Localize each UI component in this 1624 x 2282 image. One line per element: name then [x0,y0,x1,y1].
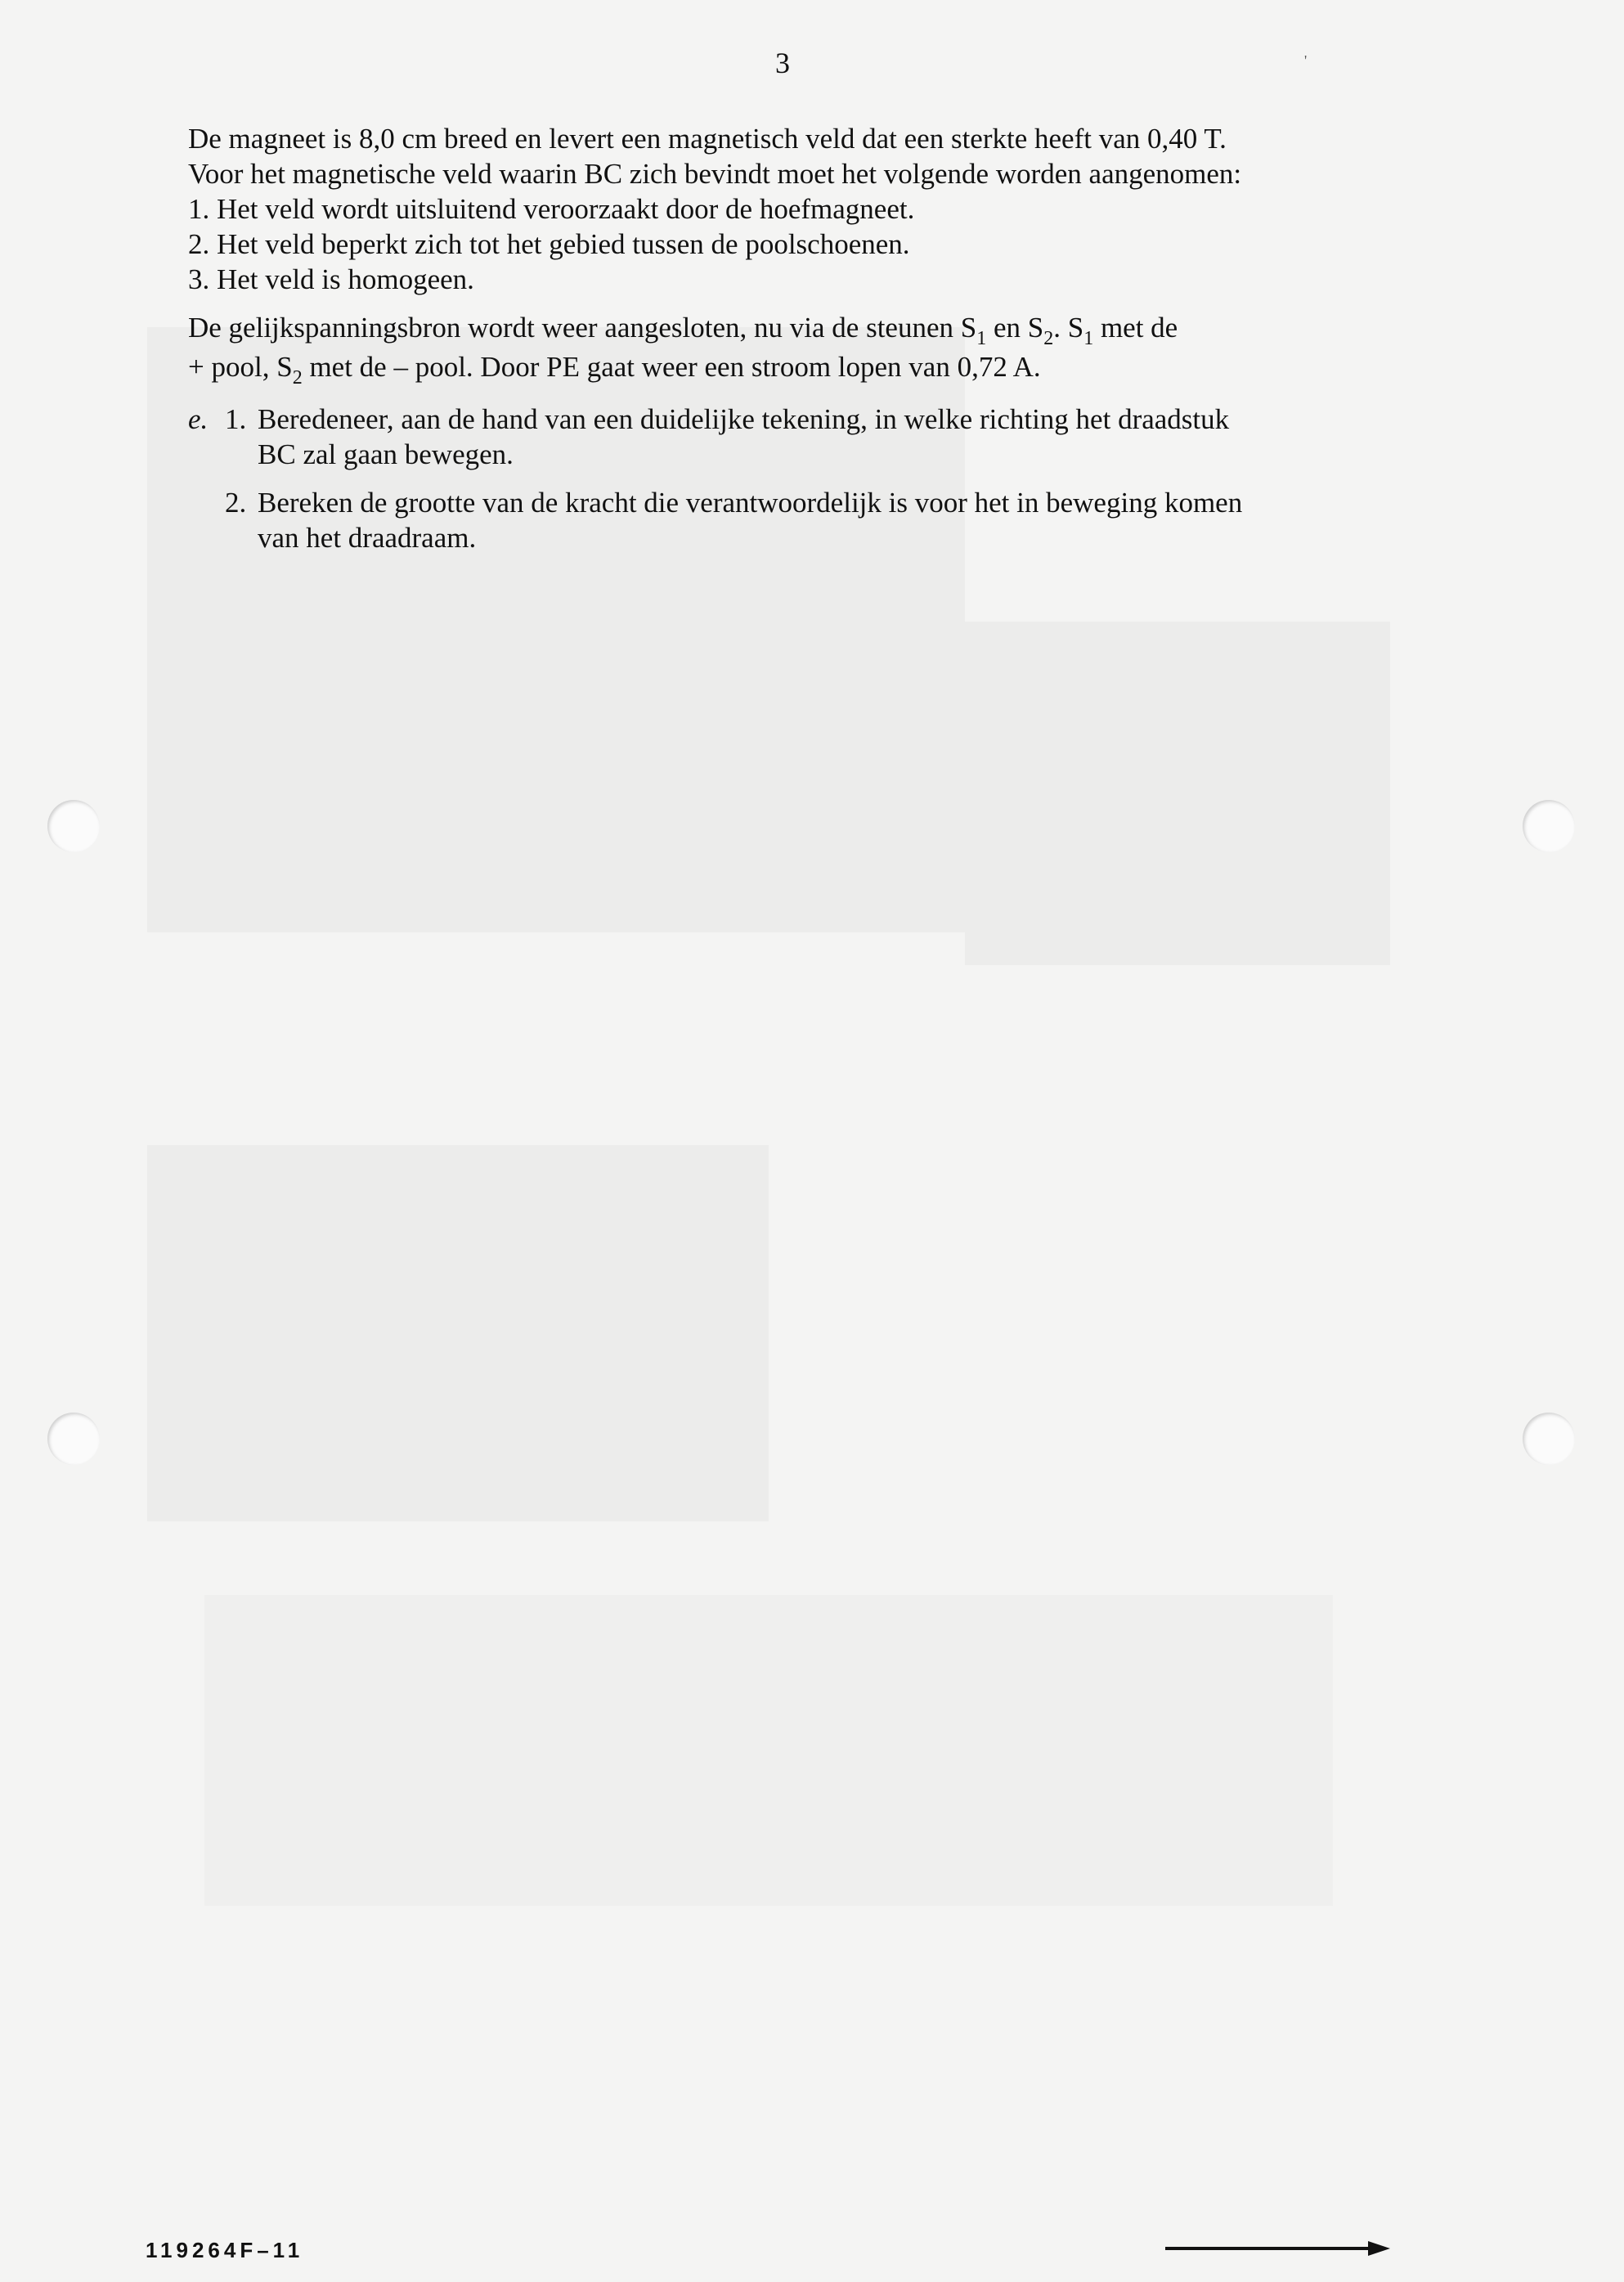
spacer [188,297,1398,310]
question-number: 2. [225,487,247,519]
subscript: 1 [1083,328,1094,349]
text-span: met de [1093,312,1178,344]
connection-line-2 [188,349,1398,389]
question-e-1-line-1 [188,402,1398,437]
subscript: 2 [1043,328,1054,349]
indent [188,520,225,555]
question-e-2-line-2 [188,520,1398,555]
bleed-through-panel [965,622,1390,965]
spacer [188,389,1398,402]
question-label: e. [188,403,209,435]
question-text: van het draadraam. [258,522,477,554]
question-number: 1. [225,403,247,435]
main-text [188,121,1398,555]
question-text: BC zal gaan bewegen. [258,438,514,470]
indent [225,437,258,472]
indent [188,437,225,472]
question-text: Bereken de grootte van de kracht die verantwoordelijk is voor het in beweging komen [258,487,1243,519]
bleed-through-diagram [147,1145,769,1521]
text-span: en S [986,312,1044,344]
assumption-2: 2. Het veld beperkt zich tot het gebied tussen de poolschoenen. [188,228,910,260]
text-span: met de – pool. Door PE gaat weer een stroom lopen van 0,72 A. [302,351,1041,383]
text-span: De gelijkspanningsbron wordt weer aangesloten, nu via de steunen S [188,312,977,344]
spacer [188,472,1398,485]
bleed-through-block [204,1595,1333,1906]
assumption-3: 3. Het veld is homogeen. [188,263,474,295]
indent [225,520,258,555]
punch-hole-bottom-right [1523,1413,1575,1465]
corner-mark: ' [1304,52,1308,69]
text-span: . S [1053,312,1084,344]
right-arrow-icon [1165,2236,1390,2261]
question-e-2-line-1 [188,485,1398,520]
connection-line-1 [188,310,1398,349]
text-span: + pool, S [188,351,293,383]
punch-hole-bottom-left [47,1413,100,1465]
document-code: 119264F–11 [146,2238,304,2262]
question-e-1-line-2 [188,437,1398,472]
assumption-1: 1. Het veld wordt uitsluitend veroorzaakt door de hoefmagneet. [188,193,915,225]
intro-line-2: Voor het magnetische veld waarin BC zich bevindt moet het volgende worden aangenomen: [188,158,1242,190]
subscript: 2 [292,367,303,389]
indent [188,485,225,520]
subscript: 1 [976,328,987,349]
intro-line-1: De magneet is 8,0 cm breed en levert een magnetisch veld dat een sterkte heeft van 0,40 T. [188,123,1227,155]
punch-hole-top-left [47,800,100,852]
question-text: Beredeneer, aan de hand van een duidelijke tekening, in welke richting het draadstuk [258,403,1230,435]
page-number: 3 [775,47,790,79]
punch-hole-top-right [1523,800,1575,852]
